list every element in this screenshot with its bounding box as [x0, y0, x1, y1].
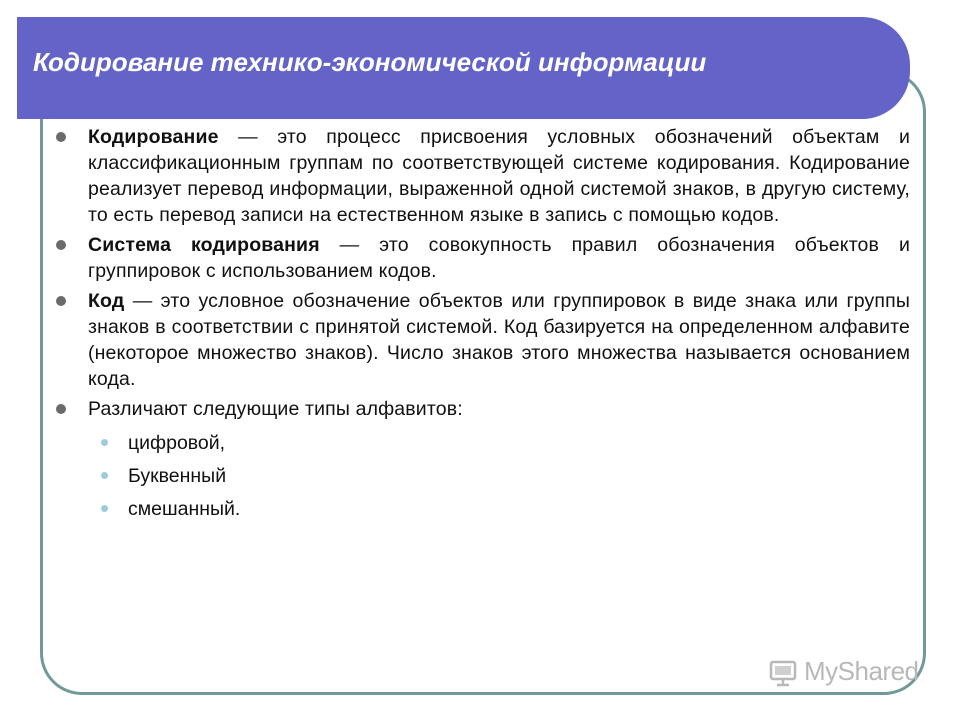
- sub-bullet-dot: [101, 472, 108, 479]
- bullet-item-alphabet-types: [50, 396, 910, 422]
- bullet-text: [88, 124, 910, 228]
- sub-list-item: [50, 496, 910, 529]
- watermark: [768, 656, 928, 690]
- presentation-screen-icon: [768, 658, 798, 688]
- bullet-item-coding: [50, 124, 910, 228]
- bullet-text: [88, 396, 910, 422]
- definition-text: — это условное обозначение объектов или группировок в виде знака или группы знаков в соответствии с принятой системой. Код базируется на определенном алфавите (некоторое множество знаков). Число знаков этого множества называется основанием кода.: [88, 290, 910, 390]
- bullet-dot: [56, 132, 66, 142]
- definition-text: Различают следующие типы алфавитов:: [88, 398, 463, 420]
- sub-list: [50, 430, 910, 529]
- definition-text: — это совокупность правил обозначения объектов и группировок с использованием кодов.: [88, 234, 910, 282]
- bullet-dot: [56, 240, 66, 250]
- slide-content: [50, 124, 910, 529]
- sub-bullet-dot: [101, 439, 108, 446]
- term-label: Кодирование: [88, 126, 219, 148]
- definition-text: — это процесс присвоения условных обозначений объектам и классификационным группам по соответствующей системе кодирования. Кодирование реализует перевод информации, выраженной одной системой знаков, в другую систему, то есть перевод записи на естественном языке в запись с помощью кодов.: [88, 126, 910, 226]
- term-label: Система кодирования: [88, 234, 320, 256]
- bullet-item-code: [50, 288, 910, 392]
- bullet-text: [88, 288, 910, 392]
- bullet-text: [88, 232, 910, 284]
- bullet-item-coding-system: [50, 232, 910, 284]
- watermark-text: MyShared: [804, 656, 919, 686]
- sub-item-text: Буквенный: [128, 465, 227, 487]
- sub-list-item: [50, 430, 910, 463]
- sub-item-text: смешанный.: [128, 498, 241, 520]
- sub-list-item: [50, 463, 910, 496]
- bullet-dot: [56, 404, 66, 414]
- sub-bullet-dot: [101, 505, 108, 512]
- sub-item-text: цифровой,: [128, 432, 226, 454]
- term-label: Код: [88, 290, 125, 312]
- bullet-dot: [56, 296, 66, 306]
- slide-title: Кодирование технико-экономической информации: [33, 47, 707, 77]
- title-bar: [17, 17, 910, 119]
